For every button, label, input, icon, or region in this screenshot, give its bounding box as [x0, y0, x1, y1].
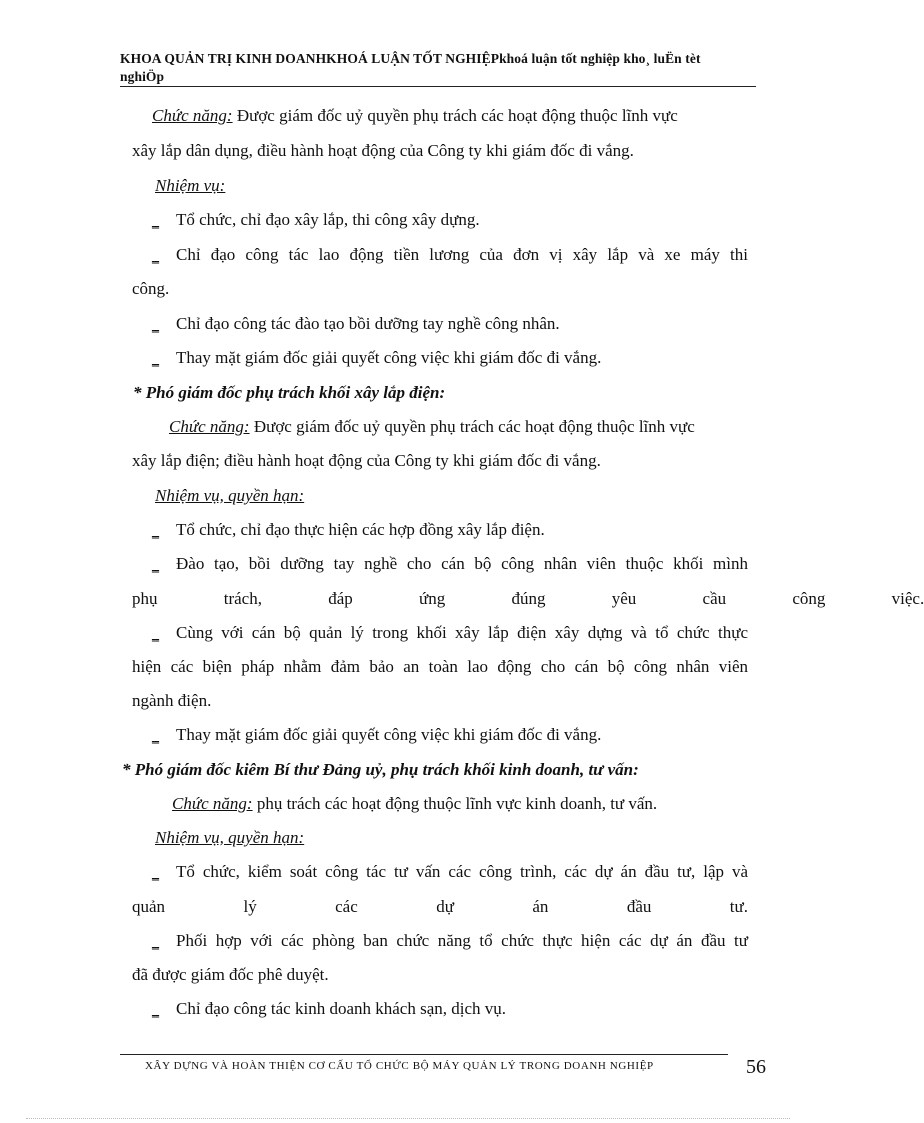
p1-task-label: Nhiệm vụ:: [155, 176, 226, 195]
list-item: ‗ Thay mặt giám đốc giải quyết công việc khi giám đốc đi vắng.: [152, 725, 602, 744]
s2-function-line-2: xây lắp điện; điều hành hoạt động của Công ty khi giám đốc đi vắng.: [132, 451, 601, 470]
s3-function-line: Chức năng: phụ trách các hoạt động thuộc lĩnh vực kinh doanh, tư vấn.: [172, 794, 658, 813]
list-item-continued: hiện các biện pháp nhằm đảm bảo an toàn lao động cho cán bộ công nhân viên: [132, 657, 748, 676]
page-edge-divider: [26, 1118, 790, 1119]
footer-title: XÂY DỰNG VÀ HOÀN THIỆN CƠ CẤU TỔ CHỨC BỘ MÁY QUẢN LÝ TRONG DOANH NGHIỆP: [145, 1060, 654, 1072]
s3-task-label: Nhiệm vụ, quyền hạn:: [155, 828, 305, 847]
list-item-continued: công.: [132, 279, 170, 298]
page-header: [120, 50, 756, 86]
header-divider: [120, 86, 756, 87]
list-item-continued: đã được giám đốc phê duyệt.: [132, 965, 329, 984]
s2-task-label: Nhiệm vụ, quyền hạn:: [155, 486, 305, 505]
p1-function-line: [152, 105, 748, 127]
list-item-continued: quản lý các dự án đầu tư.: [132, 897, 748, 916]
page-number: 56: [746, 1056, 766, 1078]
list-item: ‗ Chỉ đạo công tác kinh doanh khách sạn, dịch vụ.: [152, 999, 507, 1018]
footer-divider: [120, 1054, 728, 1055]
p1-function-label: Chức năng:: [152, 106, 233, 125]
header-line-1: KHOA QUẢN TRỊ KINH DOANHKHOÁ LUẬN TỐT NGHIỆPkhoá luận tốt nghiệp kho¸ luËn tèt: [120, 51, 701, 66]
list-item: ‗ Đào tạo, bồi dưỡng tay nghề cho cán bộ công nhân viên thuộc khối mình: [152, 554, 748, 573]
list-item: ‗ Phối hợp với các phòng ban chức năng tổ chức thực hiện các dự án đầu tư: [152, 931, 748, 950]
p1-function-line-2: xây lắp dân dụng, điều hành hoạt động của Công ty khi giám đốc đi vắng.: [132, 141, 634, 160]
list-item: ‗ Tổ chức, chỉ đạo thực hiện các hợp đồng xây lắp điện.: [152, 520, 545, 539]
list-item: ‗ Cùng với cán bộ quản lý trong khối xây lắp điện xây dựng và tổ chức thực: [152, 623, 748, 642]
header-line-2: nghiÖp: [120, 69, 165, 84]
list-item: ‗ Chỉ đạo công tác lao động tiền lương của đơn vị xây lắp và xe máy thi: [152, 245, 748, 264]
section-heading: * Phó giám đốc kiêm Bí thư Đảng uỷ, phụ trách khối kinh doanh, tư vấn:: [122, 760, 639, 779]
s2-function-line: Chức năng: Được giám đốc uỷ quyền phụ trách các hoạt động thuộc lĩnh vực: [169, 417, 695, 436]
list-item-continued: phụ trách, đáp ứng đúng yêu cầu công việc.: [132, 589, 924, 608]
list-item: ‗ Tổ chức, chỉ đạo xây lắp, thi công xây dựng.: [152, 210, 480, 229]
s3-function-label: Chức năng:: [172, 794, 253, 813]
p1-function-text: Được giám đốc uỷ quyền phụ trách các hoạt động thuộc lĩnh vực: [232, 106, 678, 125]
s2-function-label: Chức năng:: [169, 417, 250, 436]
list-item-continued: ngành điện.: [132, 691, 212, 710]
list-item: ‗ Tổ chức, kiểm soát công tác tư vấn các công trình, các dự án đầu tư, lập và: [152, 862, 748, 881]
list-item: ‗ Thay mặt giám đốc giải quyết công việc khi giám đốc đi vắng.: [152, 348, 602, 367]
section-heading: * Phó giám đốc phụ trách khối xây lắp điện:: [133, 383, 446, 402]
list-item: ‗ Chỉ đạo công tác đào tạo bồi dưỡng tay nghề công nhân.: [152, 314, 560, 333]
